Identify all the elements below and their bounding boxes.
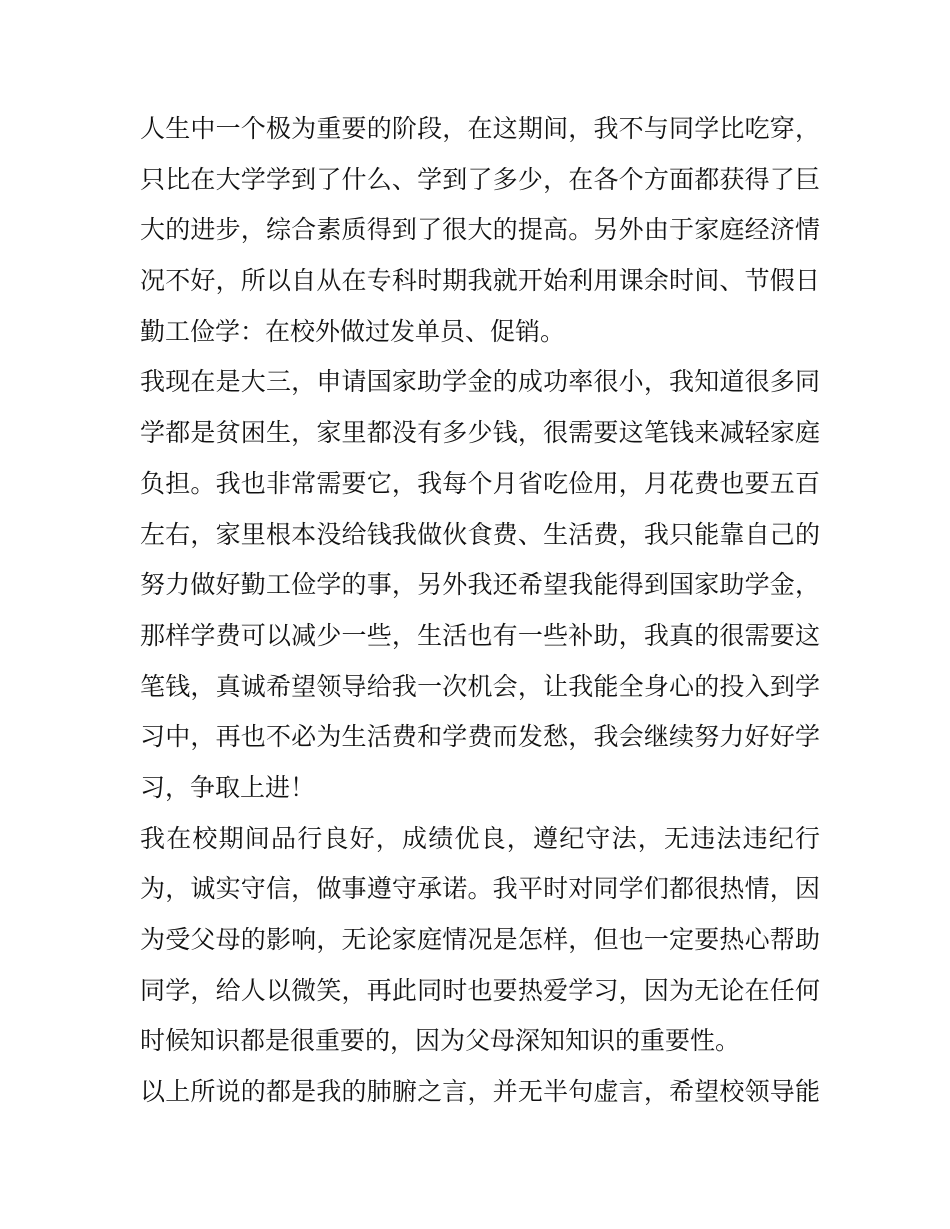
text-line: 学都是贫困生，家里都没有多少钱，很需要这笔钱来减轻家庭 — [140, 418, 820, 448]
text-line: 我现在是大三，申请国家助学金的成功率很小，我知道很多同 — [140, 367, 820, 397]
text-line: 时候知识都是很重要的，因为父母深知知识的重要性。 — [140, 1026, 741, 1056]
text-line: 笔钱，真诚希望领导给我一次机会，让我能全身心的投入到学 — [140, 671, 820, 701]
text-line: 那样学费可以减少一些，生活也有一些补助，我真的很需要这 — [140, 620, 820, 650]
text-line: 同学，给人以微笑，再此同时也要热爱学习，因为无论在任何 — [140, 975, 820, 1005]
text-line: 努力做好勤工俭学的事，另外我还希望我能得到国家助学金， — [140, 570, 820, 600]
text-line: 只比在大学学到了什么、学到了多少，在各个方面都获得了巨 — [140, 164, 820, 194]
text-line: 习，争取上进！ — [140, 772, 316, 802]
text-line: 况不好，所以自从在专科时期我就开始利用课余时间、节假日 — [140, 266, 820, 296]
text-line: 以上所说的都是我的肺腑之言，并无半句虚言，希望校领导能 — [140, 1077, 820, 1107]
text-line: 大的进步，综合素质得到了很大的提高。另外由于家庭经济情 — [140, 215, 820, 245]
text-line: 勤工俭学：在校外做过发单员、促销。 — [140, 316, 566, 346]
text-line: 我在校期间品行良好，成绩优良，遵纪守法，无违法违纪行 — [140, 823, 820, 853]
text-line: 为，诚实守信，做事遵守承诺。我平时对同学们都很热情，因 — [140, 874, 820, 904]
text-line: 人生中一个极为重要的阶段，在这期间，我不与同学比吃穿， — [140, 114, 820, 143]
body-text — [140, 104, 820, 1118]
text-line: 负担。我也非常需要它，我每个月省吃俭用，月花费也要五百 — [140, 468, 820, 498]
text-line: 习中，再也不必为生活费和学费而发愁，我会继续努力好好学 — [140, 722, 820, 752]
text-line: 左右，家里根本没给钱我做伙食费、生活费，我只能靠自己的 — [140, 519, 820, 549]
text-line: 为受父母的影响，无论家庭情况是怎样，但也一定要热心帮助 — [140, 925, 820, 954]
